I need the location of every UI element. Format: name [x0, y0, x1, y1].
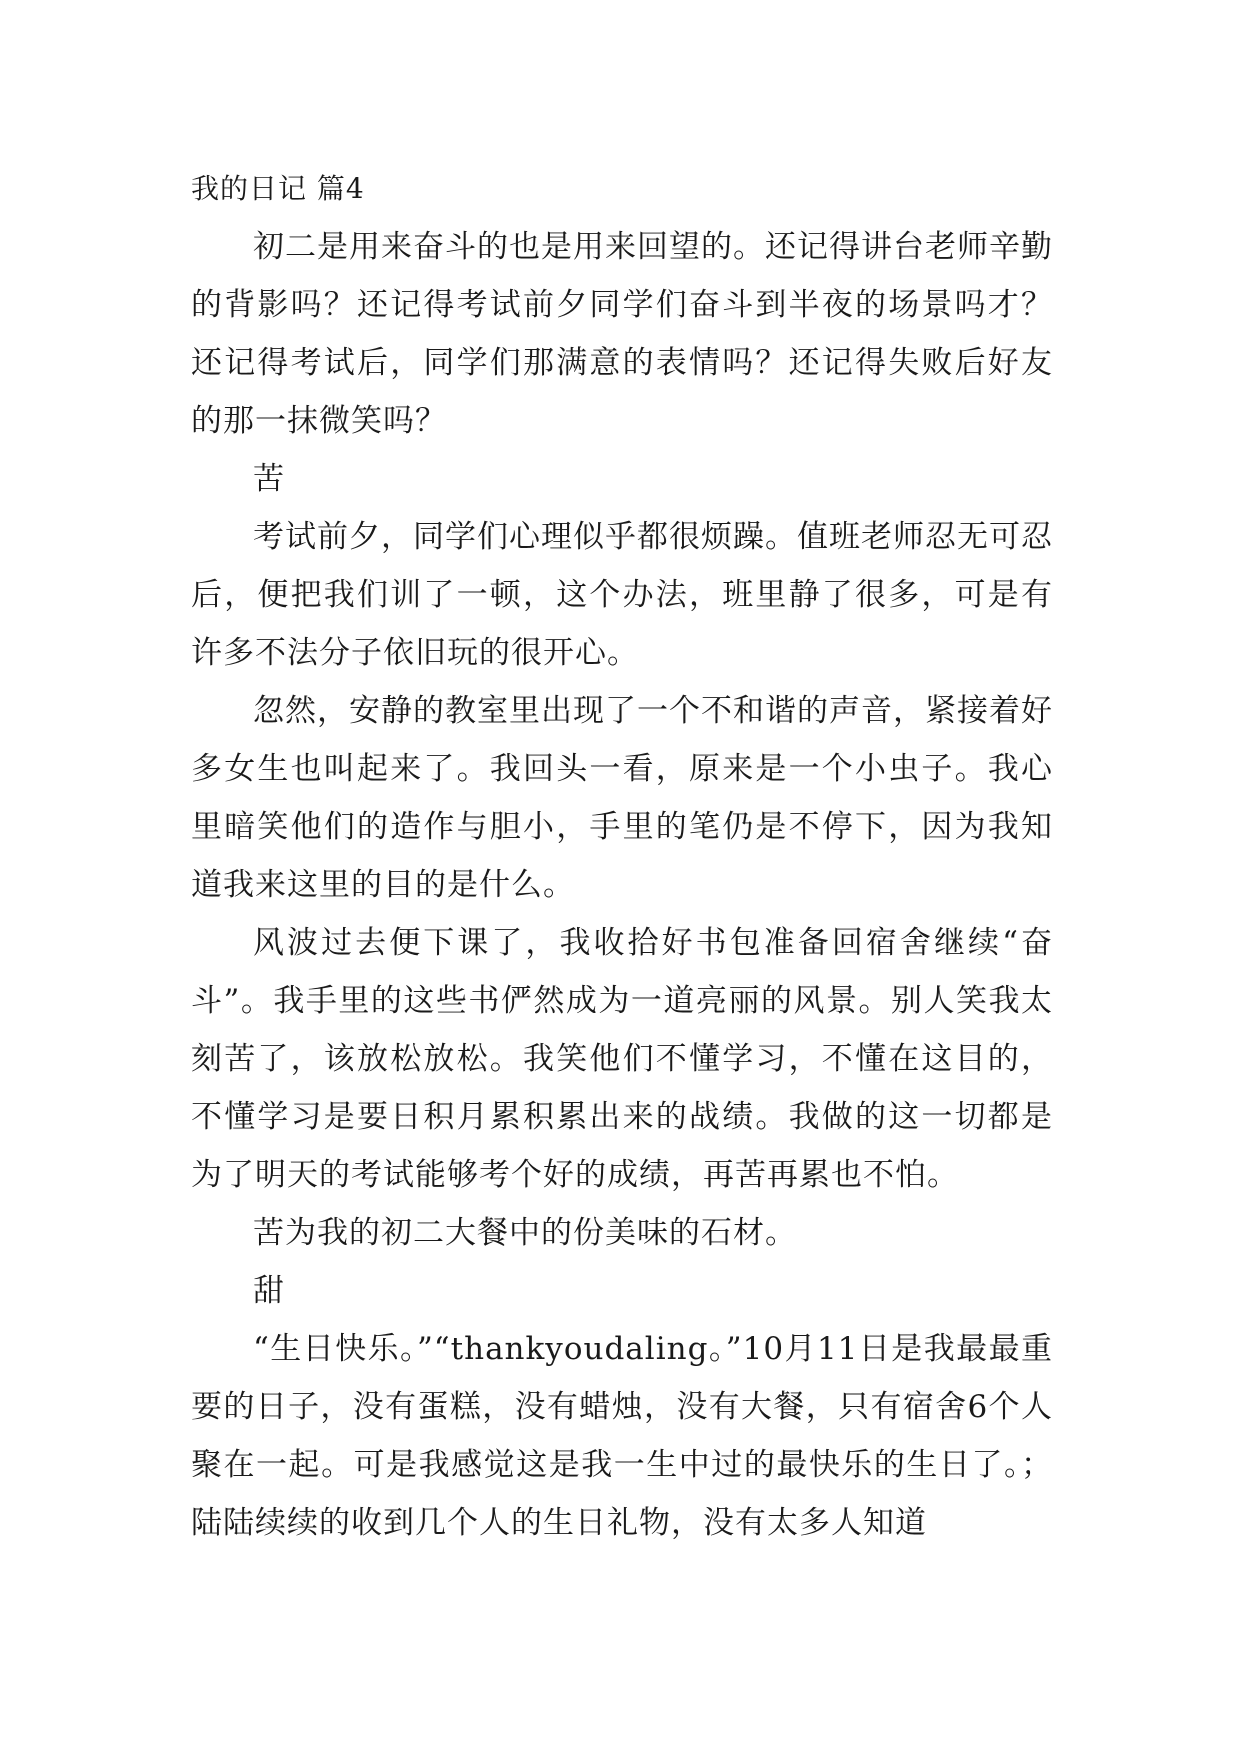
section-heading-sweet: 甜: [253, 1273, 285, 1309]
paragraph-intro: 初二是用来奋斗的也是用来回望的。还记得讲台老师辛勤的背影吗？还记得考试前夕同学们奋斗到半夜的场景吗才？还记得考试后，同学们那满意的表情吗？还记得失败后好友的那一抹微笑吗？: [191, 229, 1053, 439]
paragraph-birthday: “生日快乐。”“thankyoudaling。”10月11日是我最最重要的日子，没有蛋糕，没有蜡烛，没有大餐，只有宿舍6个人聚在一起。可是我感觉这是我一生中过的最快乐的生日了。；陆陆续续的收到几个人的生日礼物，没有太多人知道: [191, 1331, 1053, 1541]
paragraph-after-class: 风波过去便下课了，我收拾好书包准备回宿舍继续“奋斗”。我手里的这些书俨然成为一道亮丽的风景。别人笑我太刻苦了，该放松放松。我笑他们不懂学习，不懂在这目的，不懂学习是要日积月累积累出来的战绩。我做的这一切都是为了明天的考试能够考个好的成绩，再苦再累也不怕。: [191, 925, 1053, 1193]
document-title: 我的日记 篇4: [191, 172, 365, 205]
paragraph-exam-eve: 考试前夕，同学们心理似乎都很烦躁。值班老师忍无可忍后，便把我们训了一顿，这个办法，班里静了很多，可是有许多不法分子依旧玩的很开心。: [191, 519, 1053, 671]
paragraph-classroom-bug: 忽然，安静的教室里出现了一个不和谐的声音，紧接着好多女生也叫起来了。我回头一看，原来是一个小虫子。我心里暗笑他们的造作与胆小，手里的笔仍是不停下，因为我知道我来这里的目的是什么。: [191, 693, 1053, 903]
document-page: [191, 160, 1053, 1552]
paragraph-bitter-summary: 苦为我的初二大餐中的份美味的石材。: [253, 1215, 797, 1251]
section-heading-bitter: 苦: [253, 461, 285, 497]
